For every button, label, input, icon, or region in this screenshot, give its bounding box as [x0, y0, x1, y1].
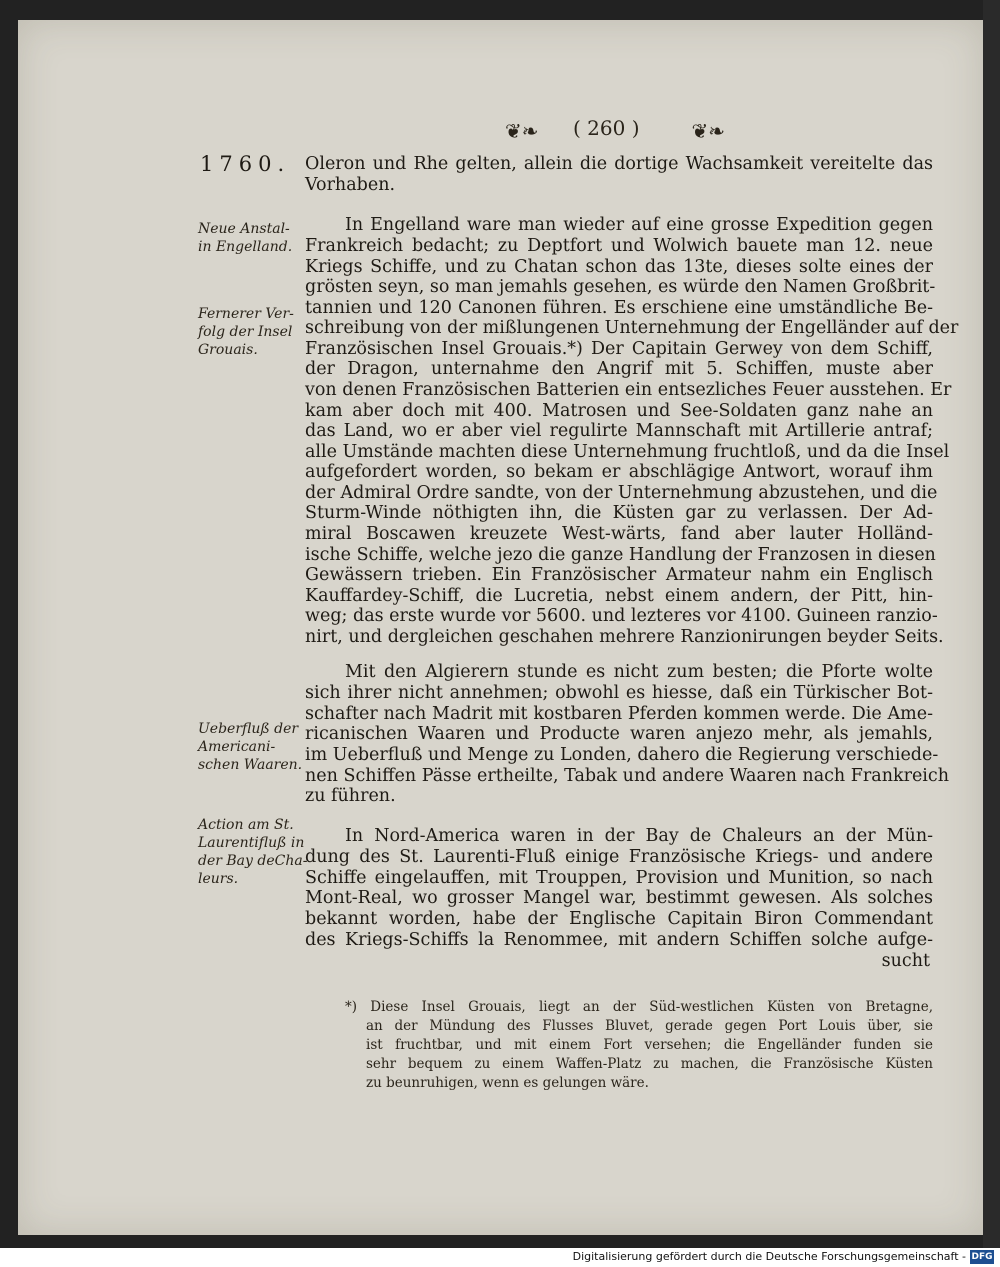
text-line: von denen Französischen Batterien ein entsezliches Feuer ausstehen. Er	[305, 380, 952, 400]
text-line: sich ihrer nicht annehmen; obwohl es hiesse, daß ein Türkischer Bot-	[305, 683, 933, 703]
text-line: Französischen Insel Grouais.*) Der Capitain Gerwey von dem Schiff,	[305, 339, 933, 359]
text-line: schreibung von der mißlungenen Unternehmung der Engelländer auf der	[305, 318, 959, 338]
text-line: In Engelland ware man wieder auf eine grosse Expedition gegen	[345, 215, 933, 235]
text-line: Kriegs Schiffe, und zu Chatan schon das 13te, dieses solte eines der	[305, 257, 933, 277]
margin-note-line: folg der Insel	[198, 324, 293, 340]
margin-note-line: Americani-	[198, 739, 276, 755]
margin-note-line: schen Waaren.	[198, 757, 303, 773]
year-marker: 1760.	[200, 152, 291, 176]
text-line: tannien und 120 Canonen führen. Es erschiene eine umständliche Be-	[305, 298, 933, 318]
credit-text: Digitalisierung gefördert durch die Deutsche Forschungsgemeinschaft -	[572, 1250, 966, 1263]
footnote-line: an der Mündung des Flusses Bluvet, gerade gegen Port Louis über, sie	[366, 1018, 933, 1034]
text-line: Oleron und Rhe gelten, allein die dortige Wachsamkeit vereitelte das	[305, 154, 933, 174]
text-line: schafter nach Madrit mit kostbaren Pferden kommen werde. Die Ame-	[305, 704, 933, 724]
text-line: ische Schiffe, welche jezo die ganze Handlung der Franzosen in diesen	[305, 545, 936, 565]
margin-note-line: in Engelland.	[198, 239, 293, 255]
dfg-logo[interactable]: DFG	[971, 1252, 993, 1262]
text-line: des Kriegs-Schiffs la Renommee, mit andern Schiffen solche aufge-	[305, 930, 933, 950]
text-line: Kauffardey-Schiff, die Lucretia, nebst einem andern, der Pitt, hin-	[305, 586, 933, 606]
footnote-line: sehr bequem zu einem Waffen-Platz zu machen, die Französische Küsten	[366, 1056, 933, 1072]
margin-note	[198, 816, 308, 888]
margin-note-line: Grouais.	[198, 342, 258, 358]
text-line: ricanischen Waaren und Producte waren anjezo mehr, als jemahls,	[305, 724, 933, 744]
text-line: grösten seyn, so man jemahls gesehen, es würde den Namen Großbrit-	[305, 277, 936, 297]
text-line: miral Boscawen kreuzete West-wärts, fand aber lauter Holländ-	[305, 524, 933, 544]
page-number: ( 260 )	[573, 116, 640, 140]
margin-note-line: Neue Anstal-	[198, 221, 290, 237]
margin-note	[198, 720, 308, 774]
ornament-left: ❦❧	[505, 119, 539, 143]
margin-note-line: Laurentifluß in	[198, 835, 305, 851]
margin-note	[198, 305, 308, 359]
text-line: Mont-Real, wo grosser Mangel war, bestimmt gewesen. Als solches	[305, 888, 933, 908]
text-line: Mit den Algierern stunde es nicht zum besten; die Pforte wolte	[345, 662, 933, 682]
text-line: nirt, und dergleichen geschahen mehrere Ranzionirungen beyder Seits.	[305, 627, 944, 647]
text-line: Sturm-Winde nöthigten ihn, die Küsten gar zu verlassen. Der Ad-	[305, 503, 933, 523]
text-line: Frankreich bedacht; zu Deptfort und Wolwich bauete man 12. neue	[305, 236, 933, 256]
text-line: aufgefordert worden, so bekam er abschlägige Antwort, worauf ihm	[305, 462, 933, 482]
margin-note-line: Fernerer Ver-	[198, 306, 294, 322]
ornament-right: ❦❧	[691, 119, 725, 143]
text-line: im Ueberfluß und Menge zu Londen, dahero die Regierung verschiede-	[305, 745, 939, 765]
text-line: alle Umstände machten diese Unternehmung fruchtloß, und da die Insel	[305, 442, 950, 462]
margin-note-line: leurs.	[198, 871, 239, 887]
margin-note-line: der Bay deCha-	[198, 853, 308, 869]
text-line: zu führen.	[305, 786, 396, 806]
text-line: der Admiral Ordre sandte, von der Unternehmung abzustehen, und die	[305, 483, 938, 503]
text-line: nen Schiffen Pässe ertheilte, Tabak und andere Waaren nach Frankreich	[305, 766, 949, 786]
text-line: In Nord-America waren in der Bay de Chaleurs an der Mün-	[345, 826, 933, 846]
footnote-line: ist fruchtbar, und mit einem Fort versehen; die Engelländer funden sie	[366, 1037, 933, 1053]
text-line: dung des St. Laurenti-Fluß einige Französische Kriegs- und andere	[305, 847, 933, 867]
catchword: sucht	[881, 951, 930, 971]
text-line: weg; das erste wurde vor 5600. und lezteres vor 4100. Guineen ranzio-	[305, 606, 938, 626]
text-line: Schiffe eingelauffen, mit Trouppen, Provision und Munition, so nach	[305, 868, 933, 888]
footnote-line: zu beunruhigen, wenn es gelungen wäre.	[366, 1075, 649, 1091]
margin-note-line: Ueberfluß der	[198, 721, 299, 737]
scan-edge	[983, 0, 1000, 1248]
text-line: bekannt worden, habe der Englische Capitain Biron Commendant	[305, 909, 933, 929]
text-line: Gewässern trieben. Ein Französischer Armateur nahm ein Englisch	[305, 565, 933, 585]
text-line: kam aber doch mit 400. Matrosen und See-Soldaten ganz nahe an	[305, 401, 933, 421]
text-line: das Land, wo er aber viel regulirte Mannschaft mit Artillerie antraf;	[305, 421, 933, 441]
footnote-line: *) Diese Insel Grouais, liegt an der Süd-westlichen Küsten von Bretagne,	[345, 999, 933, 1015]
text-line: der Dragon, unternahme den Angrif mit 5. Schiffen, muste aber	[305, 359, 933, 379]
margin-note	[198, 220, 308, 256]
margin-note-line: Action am St.	[198, 817, 294, 833]
text-line: Vorhaben.	[305, 175, 396, 195]
page-header	[505, 115, 725, 145]
credit-bar	[0, 1248, 1000, 1267]
